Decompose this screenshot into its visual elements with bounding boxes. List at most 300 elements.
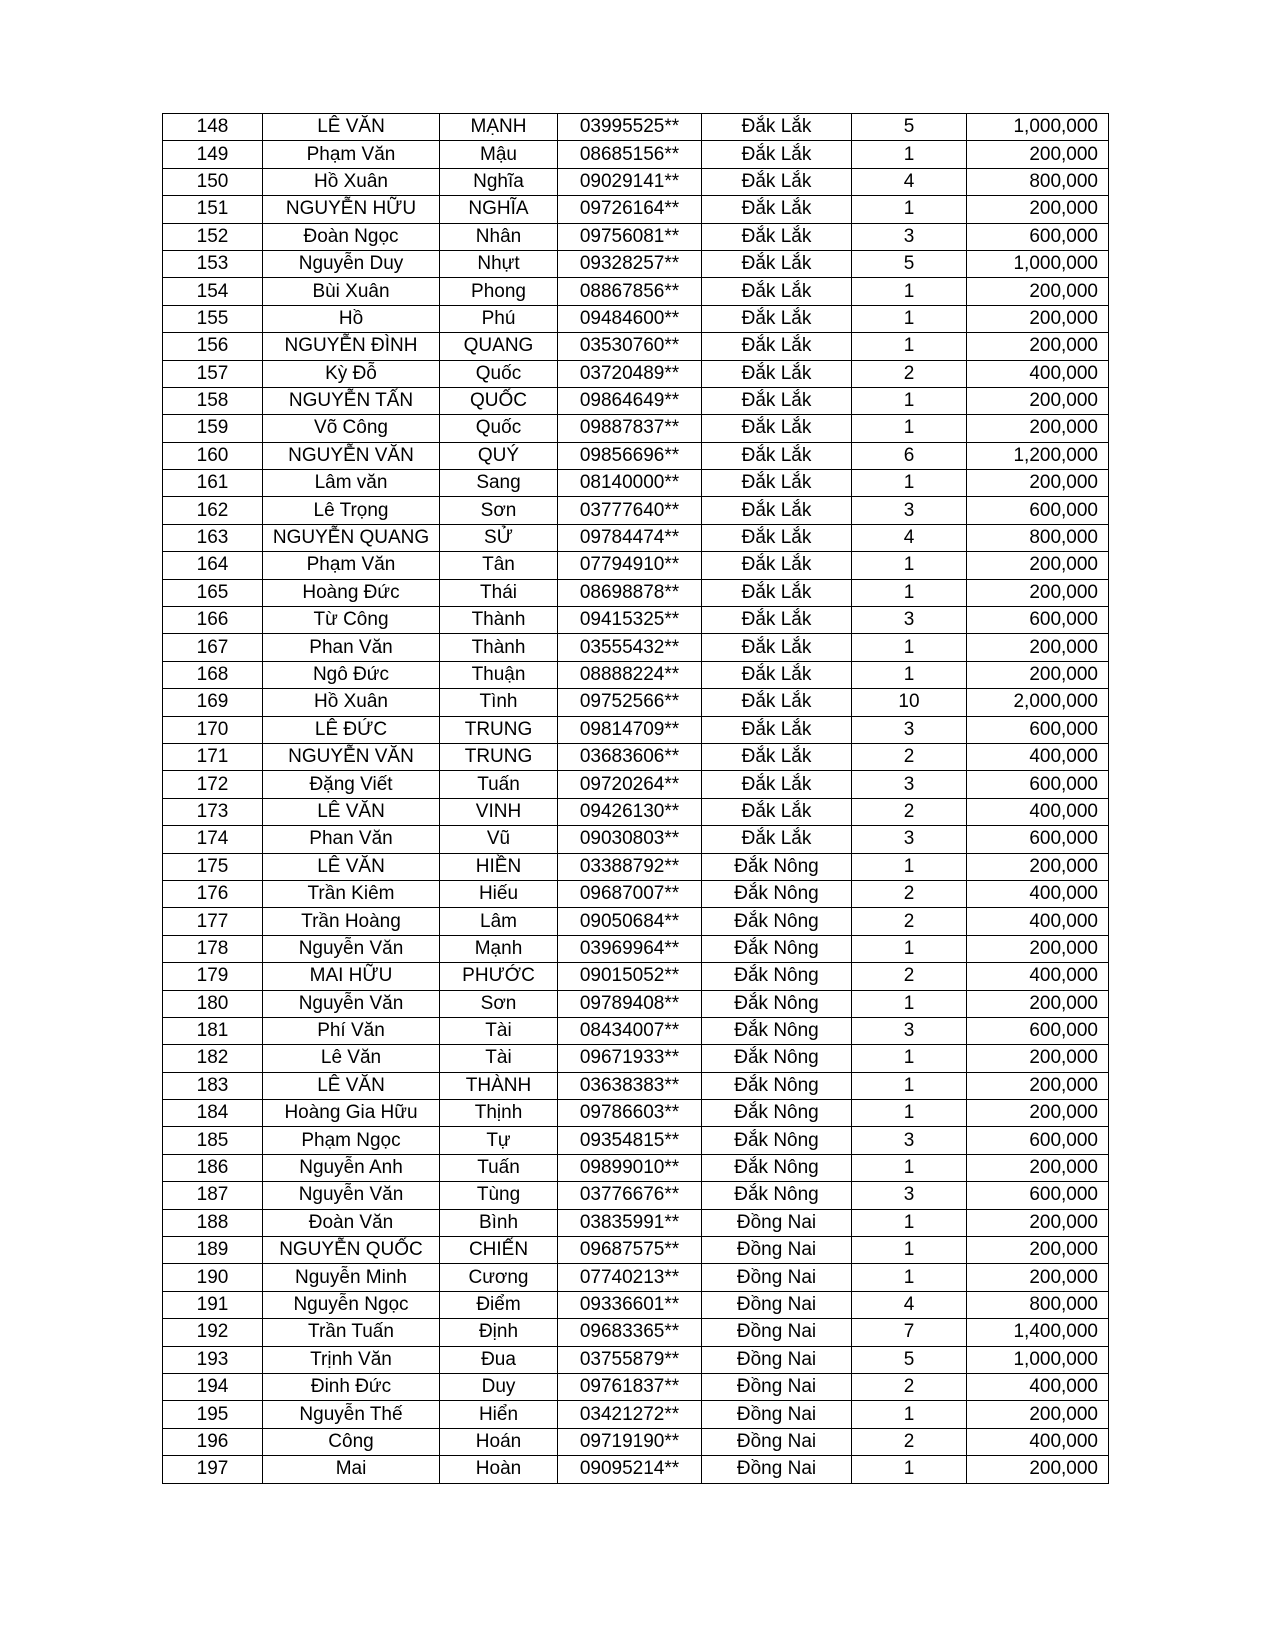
amount-cell: 200,000 [967,387,1109,414]
table-row [163,387,1109,414]
last-name-cell: LÊ ĐỨC [263,716,440,743]
last-name-cell: Trần Tuấn [263,1319,440,1346]
amount-cell: 1,400,000 [967,1319,1109,1346]
amount-cell: 200,000 [967,935,1109,962]
province-cell: Đồng Nai [702,1456,852,1483]
last-name-cell: Trịnh Văn [263,1346,440,1373]
amount-cell: 200,000 [967,552,1109,579]
amount-cell: 800,000 [967,168,1109,195]
province-cell: Đắk Lắk [702,634,852,661]
province-cell: Đắk Lắk [702,141,852,168]
province-cell: Đắk Nông [702,990,852,1017]
row-number-cell: 159 [163,415,263,442]
first-name-cell: Nhân [440,223,558,250]
first-name-cell: Sơn [440,990,558,1017]
province-cell: Đắk Nông [702,1072,852,1099]
phone-cell: 09015052** [558,963,702,990]
table-row [163,1154,1109,1181]
first-name-cell: Đua [440,1346,558,1373]
first-name-cell: Tình [440,689,558,716]
quantity-cell: 4 [852,168,967,195]
table-row [163,771,1109,798]
quantity-cell: 1 [852,990,967,1017]
first-name-cell: HIỀN [440,853,558,880]
table-row [163,743,1109,770]
quantity-cell: 2 [852,880,967,907]
row-number-cell: 175 [163,853,263,880]
amount-cell: 1,000,000 [967,1346,1109,1373]
table-row [163,196,1109,223]
row-number-cell: 189 [163,1237,263,1264]
table-row [163,415,1109,442]
quantity-cell: 2 [852,1373,967,1400]
province-cell: Đồng Nai [702,1401,852,1428]
row-number-cell: 164 [163,552,263,579]
first-name-cell: CHIẾN [440,1237,558,1264]
amount-cell: 200,000 [967,1072,1109,1099]
phone-cell: 09726164** [558,196,702,223]
row-number-cell: 187 [163,1182,263,1209]
phone-cell: 08888224** [558,661,702,688]
province-cell: Đắk Lắk [702,278,852,305]
amount-cell: 400,000 [967,360,1109,387]
phone-cell: 09336601** [558,1291,702,1318]
row-number-cell: 168 [163,661,263,688]
table-row [163,1127,1109,1154]
row-number-cell: 158 [163,387,263,414]
row-number-cell: 155 [163,305,263,332]
first-name-cell: VINH [440,798,558,825]
amount-cell: 200,000 [967,1237,1109,1264]
first-name-cell: Sơn [440,497,558,524]
last-name-cell: Phạm Văn [263,141,440,168]
quantity-cell: 1 [852,1100,967,1127]
row-number-cell: 192 [163,1319,263,1346]
first-name-cell: Phú [440,305,558,332]
province-cell: Đắk Nông [702,1182,852,1209]
province-cell: Đắk Nông [702,880,852,907]
first-name-cell: QUỐC [440,387,558,414]
last-name-cell: Hoàng Gia Hữu [263,1100,440,1127]
first-name-cell: Nghĩa [440,168,558,195]
first-name-cell: TRUNG [440,716,558,743]
first-name-cell: Định [440,1319,558,1346]
amount-cell: 600,000 [967,826,1109,853]
last-name-cell: NGUYỄN ĐÌNH [263,333,440,360]
table-body [163,114,1109,1484]
quantity-cell: 1 [852,1072,967,1099]
first-name-cell: Tài [440,1045,558,1072]
last-name-cell: Hồ Xuân [263,168,440,195]
phone-cell: 09050684** [558,908,702,935]
amount-cell: 400,000 [967,798,1109,825]
province-cell: Đắk Lắk [702,552,852,579]
amount-cell: 600,000 [967,607,1109,634]
table-row [163,1456,1109,1483]
first-name-cell: Hiển [440,1401,558,1428]
row-number-cell: 182 [163,1045,263,1072]
phone-cell: 08867856** [558,278,702,305]
table-row [163,689,1109,716]
last-name-cell: Phan Văn [263,634,440,661]
province-cell: Đắk Lắk [702,689,852,716]
amount-cell: 200,000 [967,141,1109,168]
phone-cell: 03720489** [558,360,702,387]
quantity-cell: 2 [852,360,967,387]
amount-cell: 600,000 [967,771,1109,798]
table-row [163,305,1109,332]
amount-cell: 200,000 [967,196,1109,223]
amount-cell: 600,000 [967,1017,1109,1044]
first-name-cell: Sang [440,470,558,497]
table-row [163,1100,1109,1127]
first-name-cell: Tuấn [440,1154,558,1181]
last-name-cell: LÊ VĂN [263,853,440,880]
province-cell: Đắk Nông [702,908,852,935]
last-name-cell: Kỳ Đỗ [263,360,440,387]
province-cell: Đắk Lắk [702,607,852,634]
phone-cell: 09671933** [558,1045,702,1072]
phone-cell: 09814709** [558,716,702,743]
amount-cell: 600,000 [967,497,1109,524]
first-name-cell: Quốc [440,360,558,387]
row-number-cell: 161 [163,470,263,497]
amount-cell: 600,000 [967,716,1109,743]
amount-cell: 200,000 [967,661,1109,688]
table-row [163,1264,1109,1291]
province-cell: Đắk Lắk [702,114,852,141]
quantity-cell: 2 [852,743,967,770]
row-number-cell: 178 [163,935,263,962]
row-number-cell: 154 [163,278,263,305]
quantity-cell: 1 [852,853,967,880]
first-name-cell: Mạnh [440,935,558,962]
first-name-cell: TRUNG [440,743,558,770]
last-name-cell: NGUYỄN QUỐC [263,1237,440,1264]
table-row [163,579,1109,606]
amount-cell: 400,000 [967,963,1109,990]
amount-cell: 600,000 [967,1127,1109,1154]
last-name-cell: NGUYỄN HỮU [263,196,440,223]
row-number-cell: 194 [163,1373,263,1400]
row-number-cell: 153 [163,250,263,277]
row-number-cell: 148 [163,114,263,141]
row-number-cell: 167 [163,634,263,661]
last-name-cell: Nguyễn Văn [263,935,440,962]
province-cell: Đắk Lắk [702,524,852,551]
last-name-cell: Hồ [263,305,440,332]
first-name-cell: Thịnh [440,1100,558,1127]
first-name-cell: Thành [440,607,558,634]
row-number-cell: 177 [163,908,263,935]
table-row [163,634,1109,661]
phone-cell: 09756081** [558,223,702,250]
quantity-cell: 1 [852,552,967,579]
table-row [163,826,1109,853]
last-name-cell: Lê Văn [263,1045,440,1072]
amount-cell: 200,000 [967,333,1109,360]
quantity-cell: 2 [852,908,967,935]
quantity-cell: 3 [852,223,967,250]
row-number-cell: 176 [163,880,263,907]
table-row [163,1072,1109,1099]
first-name-cell: Tự [440,1127,558,1154]
quantity-cell: 1 [852,278,967,305]
row-number-cell: 185 [163,1127,263,1154]
table-row [163,798,1109,825]
province-cell: Đắk Lắk [702,196,852,223]
quantity-cell: 1 [852,470,967,497]
last-name-cell: Lâm văn [263,470,440,497]
province-cell: Đồng Nai [702,1291,852,1318]
table-row [163,1237,1109,1264]
phone-cell: 09328257** [558,250,702,277]
last-name-cell: Ngô Đức [263,661,440,688]
quantity-cell: 5 [852,250,967,277]
amount-cell: 200,000 [967,1209,1109,1236]
row-number-cell: 166 [163,607,263,634]
first-name-cell: Mậu [440,141,558,168]
table-row [163,853,1109,880]
amount-cell: 400,000 [967,908,1109,935]
first-name-cell: Cương [440,1264,558,1291]
province-cell: Đắk Lắk [702,743,852,770]
amount-cell: 2,000,000 [967,689,1109,716]
amount-cell: 200,000 [967,579,1109,606]
last-name-cell: Nguyễn Ngọc [263,1291,440,1318]
first-name-cell: QUÝ [440,442,558,469]
phone-cell: 03683606** [558,743,702,770]
row-number-cell: 169 [163,689,263,716]
province-cell: Đắk Nông [702,1127,852,1154]
quantity-cell: 1 [852,387,967,414]
last-name-cell: LÊ VĂN [263,1072,440,1099]
first-name-cell: Duy [440,1373,558,1400]
last-name-cell: Nguyễn Anh [263,1154,440,1181]
first-name-cell: Thuận [440,661,558,688]
province-cell: Đắk Lắk [702,168,852,195]
province-cell: Đắk Nông [702,853,852,880]
first-name-cell: Vũ [440,826,558,853]
last-name-cell: Phạm Ngọc [263,1127,440,1154]
phone-cell: 09720264** [558,771,702,798]
quantity-cell: 5 [852,1346,967,1373]
phone-cell: 09354815** [558,1127,702,1154]
table-row [163,141,1109,168]
last-name-cell: Hoàng Đức [263,579,440,606]
quantity-cell: 1 [852,579,967,606]
last-name-cell: Nguyễn Văn [263,990,440,1017]
last-name-cell: Đặng Viết [263,771,440,798]
phone-cell: 03835991** [558,1209,702,1236]
first-name-cell: Hoàn [440,1456,558,1483]
row-number-cell: 190 [163,1264,263,1291]
table-row [163,114,1109,141]
table-row [163,1373,1109,1400]
row-number-cell: 157 [163,360,263,387]
row-number-cell: 160 [163,442,263,469]
first-name-cell: Bình [440,1209,558,1236]
quantity-cell: 1 [852,1237,967,1264]
quantity-cell: 1 [852,1154,967,1181]
province-cell: Đắk Lắk [702,771,852,798]
amount-cell: 200,000 [967,1045,1109,1072]
table-row [163,1291,1109,1318]
quantity-cell: 1 [852,634,967,661]
phone-cell: 09687575** [558,1237,702,1264]
province-cell: Đồng Nai [702,1319,852,1346]
last-name-cell: NGUYỄN TẤN [263,387,440,414]
amount-cell: 800,000 [967,1291,1109,1318]
quantity-cell: 1 [852,1401,967,1428]
phone-cell: 09786603** [558,1100,702,1127]
phone-cell: 03969964** [558,935,702,962]
table-row [163,607,1109,634]
amount-cell: 200,000 [967,990,1109,1017]
province-cell: Đắk Lắk [702,661,852,688]
first-name-cell: Tuấn [440,771,558,798]
first-name-cell: Hiếu [440,880,558,907]
phone-cell: 09484600** [558,305,702,332]
last-name-cell: NGUYỄN VĂN [263,442,440,469]
table-row [163,552,1109,579]
last-name-cell: NGUYỄN QUANG [263,524,440,551]
first-name-cell: Thái [440,579,558,606]
last-name-cell: Nguyễn Thế [263,1401,440,1428]
last-name-cell: Đinh Đức [263,1373,440,1400]
phone-cell: 03777640** [558,497,702,524]
row-number-cell: 172 [163,771,263,798]
province-cell: Đắk Lắk [702,223,852,250]
quantity-cell: 3 [852,771,967,798]
phone-cell: 09856696** [558,442,702,469]
amount-cell: 200,000 [967,415,1109,442]
row-number-cell: 180 [163,990,263,1017]
row-number-cell: 171 [163,743,263,770]
row-number-cell: 193 [163,1346,263,1373]
row-number-cell: 149 [163,141,263,168]
phone-cell: 03555432** [558,634,702,661]
row-number-cell: 156 [163,333,263,360]
province-cell: Đồng Nai [702,1346,852,1373]
row-number-cell: 162 [163,497,263,524]
last-name-cell: Trần Hoàng [263,908,440,935]
data-table [162,113,1109,1484]
province-cell: Đắk Nông [702,1017,852,1044]
province-cell: Đắk Lắk [702,387,852,414]
last-name-cell: Nguyễn Duy [263,250,440,277]
table-row [163,990,1109,1017]
first-name-cell: PHƯỚC [440,963,558,990]
province-cell: Đồng Nai [702,1209,852,1236]
row-number-cell: 181 [163,1017,263,1044]
first-name-cell: Phong [440,278,558,305]
row-number-cell: 163 [163,524,263,551]
quantity-cell: 3 [852,497,967,524]
phone-cell: 09789408** [558,990,702,1017]
quantity-cell: 5 [852,114,967,141]
quantity-cell: 1 [852,1456,967,1483]
table-row [163,497,1109,524]
amount-cell: 400,000 [967,743,1109,770]
phone-cell: 07740213** [558,1264,702,1291]
phone-cell: 08698878** [558,579,702,606]
last-name-cell: Phí Văn [263,1017,440,1044]
province-cell: Đắk Lắk [702,250,852,277]
last-name-cell: LÊ VĂN [263,114,440,141]
province-cell: Đắk Nông [702,935,852,962]
phone-cell: 09687007** [558,880,702,907]
quantity-cell: 2 [852,798,967,825]
province-cell: Đắk Lắk [702,333,852,360]
table-row [163,278,1109,305]
quantity-cell: 7 [852,1319,967,1346]
first-name-cell: Quốc [440,415,558,442]
province-cell: Đắk Nông [702,1100,852,1127]
row-number-cell: 191 [163,1291,263,1318]
row-number-cell: 183 [163,1072,263,1099]
province-cell: Đắk Lắk [702,826,852,853]
row-number-cell: 186 [163,1154,263,1181]
first-name-cell: Thành [440,634,558,661]
amount-cell: 200,000 [967,1154,1109,1181]
row-number-cell: 170 [163,716,263,743]
table-row [163,1401,1109,1428]
last-name-cell: LÊ VĂN [263,798,440,825]
table-row [163,1017,1109,1044]
last-name-cell: Đoàn Ngọc [263,223,440,250]
phone-cell: 03755879** [558,1346,702,1373]
province-cell: Đắk Nông [702,1154,852,1181]
province-cell: Đắk Lắk [702,470,852,497]
phone-cell: 08140000** [558,470,702,497]
amount-cell: 800,000 [967,524,1109,551]
phone-cell: 03388792** [558,853,702,880]
first-name-cell: Tân [440,552,558,579]
last-name-cell: Võ Công [263,415,440,442]
phone-cell: 09784474** [558,524,702,551]
amount-cell: 600,000 [967,223,1109,250]
last-name-cell: Phan Văn [263,826,440,853]
quantity-cell: 3 [852,607,967,634]
table-row [163,223,1109,250]
row-number-cell: 151 [163,196,263,223]
row-number-cell: 152 [163,223,263,250]
last-name-cell: Từ Công [263,607,440,634]
quantity-cell: 3 [852,1127,967,1154]
amount-cell: 200,000 [967,470,1109,497]
quantity-cell: 3 [852,1182,967,1209]
last-name-cell: Phạm Văn [263,552,440,579]
row-number-cell: 173 [163,798,263,825]
amount-cell: 200,000 [967,853,1109,880]
table-row [163,442,1109,469]
phone-cell: 09415325** [558,607,702,634]
quantity-cell: 1 [852,305,967,332]
last-name-cell: NGUYỄN VĂN [263,743,440,770]
amount-cell: 1,000,000 [967,114,1109,141]
last-name-cell: Mai [263,1456,440,1483]
last-name-cell: Nguyễn Minh [263,1264,440,1291]
province-cell: Đắk Lắk [702,716,852,743]
phone-cell: 09899010** [558,1154,702,1181]
province-cell: Đắk Lắk [702,360,852,387]
province-cell: Đắk Lắk [702,442,852,469]
table-row [163,716,1109,743]
table-row [163,1428,1109,1455]
quantity-cell: 1 [852,415,967,442]
province-cell: Đắk Nông [702,1045,852,1072]
